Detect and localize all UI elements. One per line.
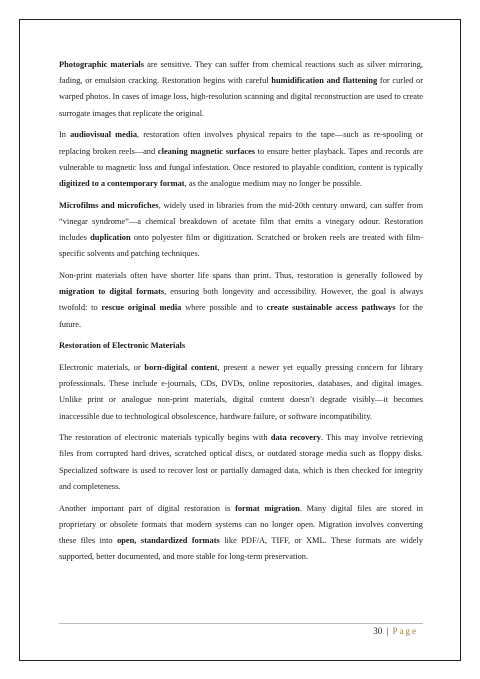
- bold-text: digitized to a contemporary format: [59, 178, 185, 188]
- body-paragraph: [59, 127, 423, 192]
- section-heading: [59, 338, 423, 354]
- body-paragraph: [59, 57, 423, 122]
- body-paragraph: [59, 268, 423, 333]
- page-number: [373, 626, 418, 636]
- bold-text: born-digital content: [144, 362, 218, 372]
- text-run: to ensure better playback. Tapes and records are vulnerable to magnetic loss and fungal infestation. Once restored to playable condition, content is typically: [59, 146, 423, 172]
- text-run: , widely used in libraries from the mid-20th century onward, can suffer from “vinegar syndrome”—a chemical breakdown of acetate film that emits a vinegary odour. Restoration includes: [59, 200, 424, 243]
- text-run: , restoration often involves physical repairs to the tape—such as re-spooling or replacing broken reels—and: [59, 130, 423, 156]
- text-run: . This may involve retrieving files from corrupted hard drives, scratched optical discs, or outdated storage media such as floppy disks. Specialized software is used to recover lost or partially damaged data, which is then checked for integrity and completeness.: [59, 433, 423, 491]
- body-paragraph: [59, 501, 423, 566]
- text-run: In: [59, 130, 71, 140]
- bold-text: Microfilms and microfiches: [59, 200, 159, 210]
- text-run: like PDF/A, TIFF, or XML. These formats are widely supported, better documented, and more stable for long-term preservation.: [59, 535, 423, 562]
- text-run: for the future.: [59, 303, 423, 329]
- bold-text: rescue original media: [101, 303, 182, 313]
- text-run: . Many digital files are stored in proprietary or obsolete formats that modern systems can no longer open. Migration involves converting these files into: [59, 503, 423, 545]
- bold-text: cleaning magnetic surfaces: [157, 146, 256, 156]
- bold-text: audiovisual media: [70, 130, 138, 140]
- text-run: where possible and to: [181, 303, 267, 313]
- page-number-separator: |: [386, 626, 389, 636]
- page-word: Page: [392, 626, 418, 636]
- document-body: [59, 57, 423, 571]
- text-run: , present a newer yet equally pressing concern for library professionals. These include e-journals, CDs, DVDs, online repositories, databases, and digital images. Unlike print or analogue non-print materials, digital content doesn’t degrade visibly—it becomes inaccessible due to technological obsolescence, hardware failure, or software incompatibility.: [59, 362, 424, 421]
- bold-text: Photographic materials: [59, 60, 144, 69]
- bold-text: migration to digital formats: [59, 287, 165, 297]
- text-run: onto polyester film or digitization. Scratched or broken reels are treated with film-specific solvents and patching techniques.: [59, 233, 423, 259]
- bold-text: duplication: [90, 233, 131, 243]
- text-run: for curled or warped photos. In cases of image loss, high-resolution scanning and digital reconstruction are used to create surrogate images that replicate the original.: [59, 76, 423, 118]
- text-run: Electronic materials, or: [59, 362, 145, 372]
- bold-text: data recovery: [270, 433, 321, 443]
- body-paragraph: [59, 198, 423, 263]
- text-run: are sensitive. They can suffer from chemical reactions such as silver mirroring, fading, or emulsion cracking. Restoration begins with careful: [59, 60, 423, 86]
- text-run: , as the analogue medium may no longer be possible.: [184, 178, 363, 188]
- body-paragraph: [59, 430, 423, 495]
- text-run: , ensuring both longevity and accessibility. However, the goal is always twofold: to: [59, 287, 424, 313]
- bold-text: create sustainable access pathways: [266, 303, 396, 313]
- bold-text: humidification and flattening: [271, 76, 378, 86]
- bold-text: format migration: [235, 503, 300, 513]
- footer-rule: [59, 623, 423, 624]
- text-run: Another important part of digital restoration is: [59, 503, 236, 513]
- bold-text: open, standardized formats: [117, 535, 220, 545]
- text-run: The restoration of electronic materials typically begins with: [59, 433, 271, 443]
- page-number-value: 30: [373, 626, 383, 636]
- bold-text: Restoration of Electronic Materials: [59, 341, 186, 351]
- text-run: Non-print materials often have shorter life spans than print. Thus, restoration is generally followed by: [59, 270, 423, 280]
- body-paragraph: [59, 360, 423, 425]
